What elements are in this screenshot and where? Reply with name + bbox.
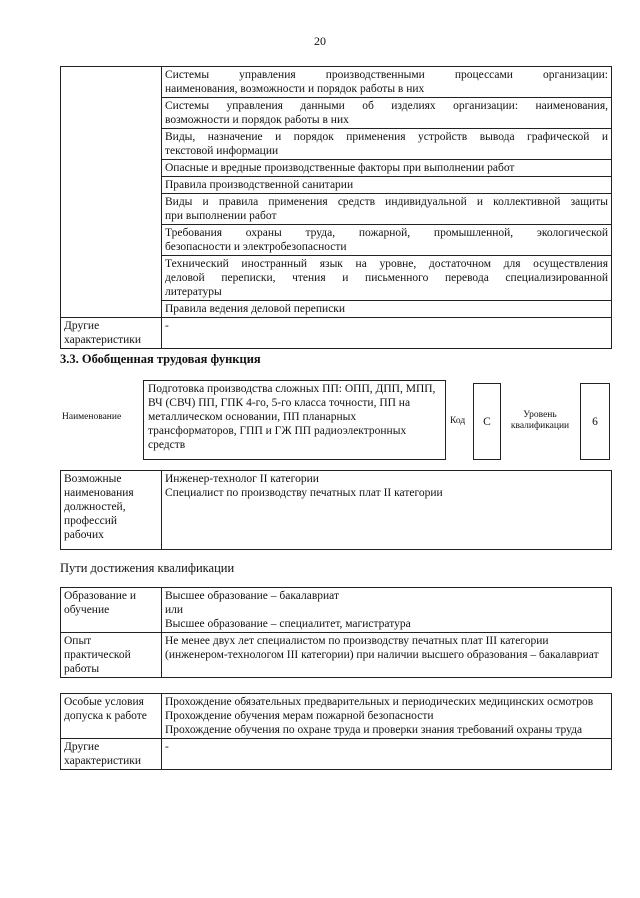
name-label: Наименование [62, 412, 122, 422]
section-title: 3.3. Обобщенная трудовая функция [60, 352, 261, 366]
code-value-box: C [473, 383, 501, 460]
knowledge-item [162, 225, 612, 256]
experience-label: Опыт практической работы [61, 633, 162, 678]
knowledge-other-label: Другие характеристики [61, 318, 162, 349]
other-label: Другие характеристики [61, 739, 162, 770]
condition-item: Прохождение обучения по охране труда и проверки знания требований охраны труда [165, 724, 583, 736]
knowledge-item-line: Правила ведения деловой переписки [165, 303, 346, 315]
knowledge-item [162, 177, 612, 194]
level-label: Уровень квалификации [510, 410, 570, 431]
positions-values [162, 471, 612, 550]
position-item: Инженер-технолог II категории [165, 473, 319, 485]
knowledge-item [162, 256, 612, 301]
positions-table [60, 470, 612, 550]
knowledge-item-line: Системы управления данными об изделиях организации: наименования, [165, 100, 608, 112]
knowledge-item-line: наименования, возможности и порядок работы в них [165, 83, 425, 95]
knowledge-item-line: Требования охраны труда, пожарной, промышленной, экологической [165, 227, 608, 239]
education-item: или [165, 604, 184, 616]
positions-label: Возможные наименования должностей, профессий рабочих [61, 471, 162, 550]
knowledge-other-value: - [162, 318, 612, 349]
knowledge-table [60, 66, 612, 349]
conditions-table [60, 693, 612, 770]
knowledge-item-line: Технический иностранный язык на уровне, достаточном для осуществления [165, 258, 608, 270]
conditions-label: Особые условия допуска к работе [61, 694, 162, 739]
knowledge-item-line: текстовой информации [165, 145, 279, 157]
knowledge-item [162, 129, 612, 160]
knowledge-item-line: деловой переписки, чтения и письменного перевода специализированной [165, 272, 608, 284]
function-name-box: Подготовка производства сложных ПП: ОПП, ДПП, МПП, ВЧ (СВЧ) ПП, ГПК 4-го, 5-го класса точности, ПП на металлическом основании, ПП планарных трансформаторов, ГПП и ГЖ ПП радиоэлектронных средств [143, 380, 446, 460]
condition-item: Прохождение обучения мерам пожарной безопасности [165, 710, 434, 722]
education-item: Высшее образование – бакалавриат [165, 590, 339, 602]
page-number: 20 [314, 34, 326, 48]
education-values [162, 588, 612, 633]
knowledge-item [162, 194, 612, 225]
knowledge-item-line: Виды и правила применения средств индивидуальной и коллективной защиты [165, 196, 608, 208]
position-item: Специалист по производству печатных плат II категории [165, 487, 443, 499]
knowledge-item [162, 98, 612, 129]
knowledge-item-line: Правила производственной санитарии [165, 179, 354, 191]
knowledge-item-line: Виды, назначение и порядок применения устройств вывода графической и [165, 131, 608, 143]
knowledge-item [162, 160, 612, 177]
knowledge-item [162, 67, 612, 98]
qualification-paths-table [60, 587, 612, 678]
level-value-box: 6 [580, 383, 610, 460]
code-label: Код [450, 416, 466, 426]
knowledge-item-line: безопасности и электробезопасности [165, 241, 347, 253]
knowledge-item-line: литературы [165, 286, 222, 298]
paths-title: Пути достижения квалификации [60, 561, 235, 575]
knowledge-item-line: Опасные и вредные производственные факторы при выполнении работ [165, 162, 515, 174]
education-label: Образование и обучение [61, 588, 162, 633]
education-item: Высшее образование – специалитет, магистратура [165, 618, 411, 630]
knowledge-item [162, 301, 612, 318]
knowledge-item-line: при выполнении работ [165, 210, 277, 222]
knowledge-item-line: возможности и порядок работы в них [165, 114, 349, 126]
experience-value: Не менее двух лет специалистом по производству печатных плат III категории (инженером-технологом III категории) при наличии высшего образования – бакалавриат [162, 633, 612, 678]
knowledge-label-cell [61, 67, 162, 318]
other-value: - [162, 739, 612, 770]
condition-item: Прохождение обязательных предварительных и периодических медицинских осмотров [165, 696, 594, 708]
conditions-values [162, 694, 612, 739]
knowledge-item-line: Системы управления производственными процессами организации: [165, 69, 608, 81]
